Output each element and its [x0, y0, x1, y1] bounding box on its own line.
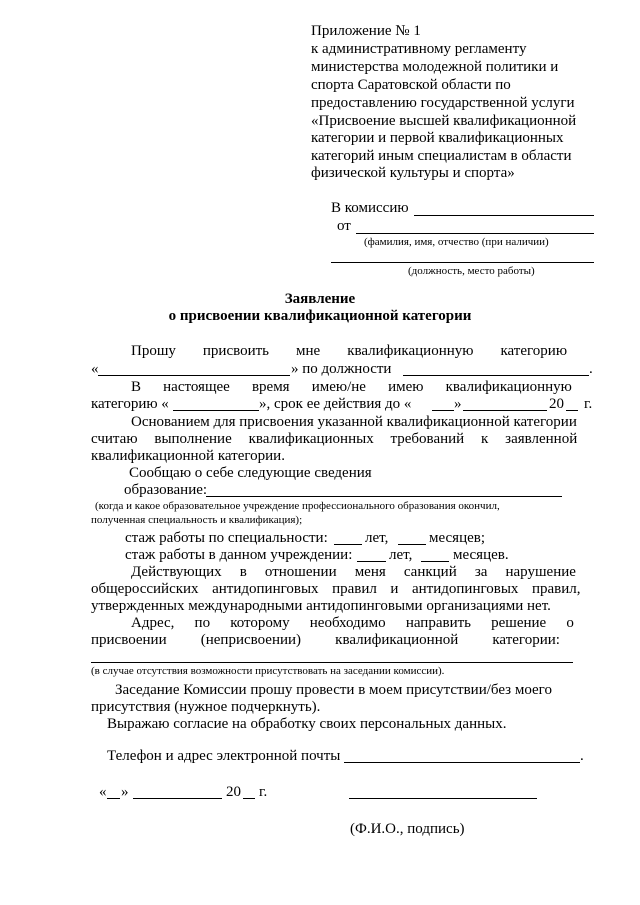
date-year-suffix: г. — [259, 784, 268, 800]
basis-line-1: Основанием для присвоения указанной квалификационной категории — [131, 414, 577, 430]
appendix-line-3: министерства молодежной политики и — [311, 59, 559, 75]
position-hint: (должность, место работы) — [408, 265, 535, 277]
specialty-years-label: лет, — [365, 530, 389, 546]
signature-field[interactable] — [349, 798, 537, 799]
appendix-line-9: физической культуры и спорта» — [311, 165, 515, 181]
basis-line-3: квалификационной категории. — [91, 448, 285, 464]
info-intro: Сообщаю о себе следующие сведения — [129, 465, 372, 481]
date-quote-close: » — [121, 784, 129, 800]
address-line-2: присвоении (неприсвоении) квалификационной категории: — [91, 633, 560, 648]
from-label: от — [337, 218, 351, 234]
appendix-line-8: категорий иным специалистам в области — [311, 148, 572, 164]
appendix-line-6: «Присвоение высшей квалификационной — [311, 113, 577, 129]
sanctions-line-3: утвержденных международными антидопинговыми организациями нет. — [91, 598, 551, 614]
validity-day-field[interactable] — [432, 410, 454, 411]
current-category-line-1: В настоящее время имею/не имею квалификационную — [131, 380, 572, 395]
position-field[interactable] — [331, 262, 594, 263]
meeting-line-2: присутствия (нужное подчеркнуть). — [91, 699, 321, 715]
validity-year-suffix: г. — [584, 396, 593, 412]
education-field[interactable] — [206, 496, 562, 497]
current-category-field[interactable] — [173, 410, 259, 411]
appendix-line-7: категории и первой квалификационных — [311, 130, 564, 146]
current-category-label: категорию « — [91, 396, 169, 412]
meeting-line-1: Заседание Комиссии прошу провести в моем присутствии/без моего — [115, 682, 552, 698]
request-quote-open: « — [91, 361, 99, 377]
contacts-period: . — [580, 748, 584, 764]
basis-line-2: считаю выполнение квалификационных требований к заявленной — [91, 432, 578, 447]
absence-hint: (в случае отсутствия возможности присутствовать на заседании комиссии). — [91, 665, 445, 677]
education-hint-1: (когда и какое образовательное учреждение профессионального образования окончил, — [95, 500, 500, 512]
date-quote-open: « — [99, 784, 107, 800]
org-months-field[interactable] — [421, 561, 449, 562]
validity-month-field[interactable] — [463, 410, 547, 411]
appendix-line-4: спорта Саратовской области по — [311, 77, 511, 93]
request-line-1: Прошу присвоить мне квалификационную категорию — [131, 344, 568, 359]
name-hint: (фамилия, имя, отчество (при наличии) — [364, 236, 549, 248]
appendix-line-5: предоставлению государственной услуги — [311, 95, 575, 111]
sanctions-line-2: общероссийских антидопинговых правил и антидопинговых правил, — [91, 582, 581, 597]
validity-day-close: » — [454, 396, 462, 412]
consent-text: Выражаю согласие на обработку своих персональных данных. — [107, 716, 507, 732]
contacts-label: Телефон и адрес электронной почты — [107, 748, 341, 764]
position-label: » по должности — [291, 361, 392, 377]
job-position-field[interactable] — [403, 375, 589, 376]
contacts-field[interactable] — [344, 762, 580, 763]
org-years-field[interactable] — [357, 561, 386, 562]
address-line-1: Адрес, по которому необходимо направить решение о — [131, 616, 574, 631]
org-months-label: месяцев. — [453, 547, 509, 563]
date-year-prefix: 20 — [226, 784, 241, 800]
education-hint-2: полученная специальность и квалификация); — [91, 514, 303, 526]
specialty-experience-label: стаж работы по специальности: — [125, 530, 328, 546]
specialty-months-label: месяцев; — [429, 530, 486, 546]
appendix-line-1: Приложение № 1 — [311, 23, 421, 39]
address-field[interactable] — [91, 662, 573, 663]
org-experience-label: стаж работы в данном учреждении: — [125, 547, 353, 563]
education-label: образование: — [124, 482, 208, 498]
date-day-field[interactable] — [107, 798, 120, 799]
validity-year-field[interactable] — [566, 410, 578, 411]
applicant-name-field[interactable] — [356, 233, 594, 234]
signature-caption: (Ф.И.О., подпись) — [350, 821, 465, 837]
sanctions-line-1: Действующих в отношении меня санкций за нарушение — [131, 565, 576, 580]
specialty-years-field[interactable] — [334, 544, 362, 545]
document-title: Заявление — [284, 291, 356, 307]
date-month-field[interactable] — [133, 798, 222, 799]
validity-year-prefix: 20 — [549, 396, 564, 412]
validity-label: », срок ее действия до « — [259, 396, 412, 412]
specialty-months-field[interactable] — [398, 544, 426, 545]
date-year-field[interactable] — [243, 798, 255, 799]
request-period: . — [589, 361, 593, 377]
org-years-label: лет, — [389, 547, 413, 563]
to-commission-label: В комиссию — [331, 200, 409, 216]
requested-category-field[interactable] — [98, 375, 290, 376]
appendix-line-2: к административному регламенту — [311, 41, 527, 57]
commission-field[interactable] — [414, 215, 594, 216]
document-subtitle: о присвоении квалификационной категории — [168, 308, 472, 324]
